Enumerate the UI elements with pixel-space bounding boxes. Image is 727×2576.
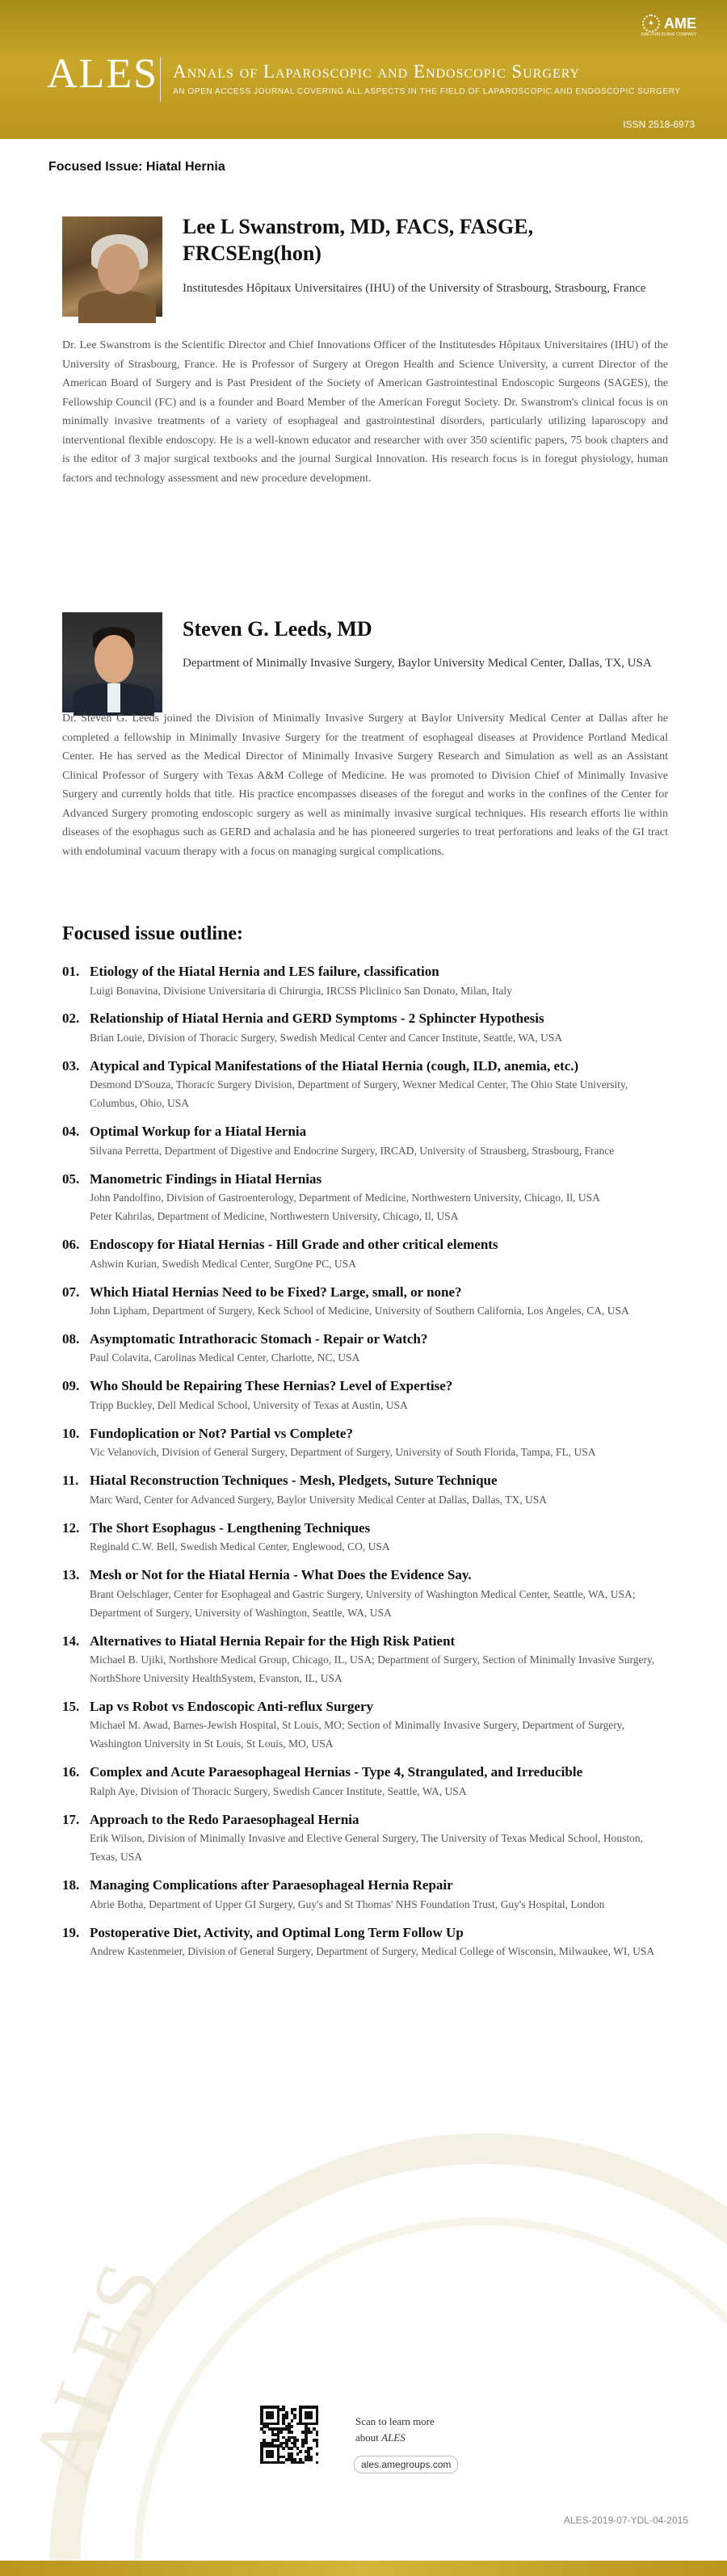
- outline-item-author: Luigi Bonavina, Divisione Universitaria di Chirurgia, IRCSS Pliclinico San Donato, Milan, Italy: [90, 984, 512, 997]
- outline-item-number: 13.: [62, 1567, 80, 1583]
- outline-item-number: 11.: [62, 1473, 79, 1489]
- outline-item-title: Relationship of Hiatal Hernia and GERD Symptoms - 2 Sphincter Hypothesis: [90, 1011, 544, 1027]
- outline-item-author: Brant Oelschlager, Center for Esophageal and Gastric Surgery, University of Washington Medical Center, Seattle, WA, USA; Department of Surgery, University of Washington, Seattle, WA, USA: [90, 1587, 636, 1619]
- qr-module: [279, 2431, 283, 2434]
- outline-item-number: 18.: [62, 1877, 80, 1893]
- header-divider: [160, 57, 161, 102]
- outline-item: [62, 1008, 668, 1047]
- outline-item: [62, 1121, 668, 1160]
- outline-item-title: Lap vs Robot vs Endoscopic Anti-reflux Surgery: [90, 1698, 374, 1714]
- editor-photo-leeds: [62, 612, 162, 712]
- journal-header: [0, 0, 727, 139]
- scan-journal-name: ALES: [381, 2431, 406, 2444]
- outline-item-author: Vic Velanovich, Division of General Surgery, Department of Surgery, University of South Florida, Tampa, FL, USA: [90, 1446, 596, 1459]
- outline-item: [62, 1631, 668, 1688]
- ame-logo-icon: ✦: [642, 15, 660, 32]
- journal-subtitle: AN OPEN ACCESS JOURNAL COVERING ALL ASPECTS IN THE FIELD OF LAPAROSCOPIC AND ENDOSCOPIC SURGERY: [173, 87, 681, 96]
- outline-item: [62, 1329, 668, 1368]
- outline-item: [62, 1376, 668, 1414]
- qr-module: [296, 2452, 300, 2456]
- qr-module: [316, 2461, 319, 2465]
- qr-module: [316, 2423, 319, 2426]
- qr-module: [301, 2461, 305, 2465]
- editor-bio: Dr. Steven G. Leeds joined the Division of Minimally Invasive Surgery at Baylor University Medical Center at Dallas after he completed a fellowship in Minimally Invasive Surgery for the treatment of esophageal diseases at Providence Portland Medical Center. He has served as the Medical Director of Minimally Invasive Surgery Research and Simulation as well as an Assistant Clinical Professor of Surgery with Texas A&M College of Medicine. He was promoted to Division Chief of Minimally Invasive Surgery and currently holds that title. His practice encompasses diseases of the foregut and works in the confines of the Center for Advanced Surgery promoting endoscopic surgery as well as minimally invasive surgical techniques. His research efforts lie within diseases of the esophagus such as GERD and achalasia and he has pioneered surgeries to treat perforations and leaks of the GI tract with endoluminal vacuum therapy with a focus on managing surgical complications.: [62, 712, 668, 858]
- qr-module: [310, 2431, 313, 2434]
- issn: ISSN 2518-6973: [623, 119, 695, 130]
- publisher-name: AME: [664, 15, 696, 32]
- outline-item: [62, 1923, 668, 1961]
- outline-item-number: 16.: [62, 1764, 80, 1780]
- editor-photo-swanstrom: [62, 216, 162, 317]
- outline-item-author: Marc Ward, Center for Advanced Surgery, Baylor University Medical Center at Dallas, Dallas, TX, USA: [90, 1493, 548, 1506]
- qr-module: [310, 2417, 313, 2420]
- outline-item-title: Postoperative Diet, Activity, and Optimal Long Term Follow Up: [90, 1924, 464, 1940]
- outline-item-number: 08.: [62, 1330, 80, 1347]
- outline-item-title: Manometric Findings in Hiatal Hernias: [90, 1170, 322, 1187]
- outline-heading: Focused issue outline:: [62, 923, 244, 944]
- outline-item-title: Managing Complications after Paraesophageal Hernia Repair: [90, 1877, 453, 1893]
- outline-list: [62, 961, 668, 1969]
- outline-item-number: 17.: [62, 1811, 80, 1827]
- qr-module: [316, 2433, 319, 2436]
- scan-line-1: Scan to learn more: [355, 2415, 435, 2427]
- outline-item-author: Abrie Botha, Department of Upper GI Surgery, Guy's and St Thomas' NHS Foundation Trust, Guy's Hospital, London: [90, 1897, 605, 1910]
- qr-module: [296, 2439, 300, 2442]
- journal-url-link[interactable]: ales.amegroups.com: [354, 2456, 458, 2473]
- qr-module: [293, 2408, 296, 2411]
- outline-item-author: Ralph Aye, Division of Thoracic Surgery, Swedish Cancer Institute, Seattle, WA, USA: [90, 1784, 467, 1797]
- qr-module: [293, 2417, 296, 2420]
- outline-item-title: Who Should be Repairing These Hernias? Level of Expertise?: [90, 1378, 453, 1394]
- outline-item: [62, 1470, 668, 1509]
- outline-item: [62, 1234, 668, 1273]
- outline-item-author: Silvana Perretta, Department of Digestive and Endocrine Surgery, IRCAD, University of Strausberg, Strasbourg, France: [90, 1144, 615, 1157]
- qr-module: [291, 2431, 294, 2434]
- outline-item-number: 09.: [62, 1378, 80, 1394]
- outline-item-author: John Pandolfino, Division of Gastroenterology, Department of Medicine, Northwestern University, Chicago, Il, USA: [90, 1191, 600, 1204]
- qr-module: [282, 2447, 285, 2450]
- outline-item: [62, 1169, 668, 1226]
- outline-item-title: Endoscopy for Hiatal Hernias - Hill Grade and other critical elements: [90, 1237, 498, 1253]
- qr-module: [316, 2444, 319, 2448]
- journal-seal-watermark: [11, 2003, 695, 2528]
- outline-item-title: Optimal Workup for a Hiatal Hernia: [90, 1124, 307, 1140]
- editor-bio: Dr. Lee Swanstrom is the Scientific Director and Chief Innovations Officer of the Institutesdes Hôpitaux Universitaires (IHU) of the University of Strasbourg, France. He is Professor of Surgery at Oregon Health and Science University, a current Director of the American Board of Surgery and is Past President of the Society of American Gastrointestinal Endoscopic Surgeons (SAGES), the Fellowship Council (FC) and is a founder and Board Member of the American Foregut Society. Dr. Swanstrom's clinical focus is on minimally invasive treatments of a variety of esophageal and gastrointestinal disorders, particularly utilizing laparoscopy and interventional flexible endoscopy. He is a well-known educator and researcher with over 350 scientific papers, 75 book chapters and is the editor of 3 major surgical textbooks and the journal Surgical Innovation. His research focus is in foregut physiology, human factors and technology assessment and new procedure development.: [62, 339, 668, 485]
- qr-module: [271, 2456, 275, 2459]
- scan-caption: [355, 2414, 435, 2446]
- outline-item-author: Peter Kahrilas, Department of Medicine, Northwestern University, Chicago, Il, USA: [90, 1210, 459, 1223]
- outline-item-title: Etiology of the Hiatal Hernia and LES failure, classification: [90, 964, 439, 979]
- qr-module: [291, 2425, 294, 2428]
- outline-item-author: Paul Colavita, Carolinas Medical Center, Charlotte, NC, USA: [90, 1351, 360, 1364]
- outline-item-title: Approach to the Redo Paraesophageal Hernia: [90, 1811, 359, 1827]
- outline-item: [62, 1056, 668, 1113]
- qr-module: [305, 2442, 308, 2445]
- qr-module: [271, 2417, 275, 2420]
- outline-item: [62, 1282, 668, 1321]
- qr-module: [301, 2444, 305, 2448]
- outline-item-title: Atypical and Typical Manifestations of the Hiatal Hernia (cough, ILD, anemia, etc.): [90, 1057, 579, 1074]
- outline-item-number: 14.: [62, 1633, 80, 1649]
- outline-item-author: Andrew Kastenmeier, Division of General Surgery, Department of Surgery, Medical College of Wisconsin, Milwaukee, WI, USA: [90, 1945, 655, 1957]
- editor-affiliation: Department of Minimally Invasive Surgery, Baylor University Medical Center, Dallas, TX, USA: [183, 657, 652, 670]
- outline-item-title: Fundoplication or Not? Partial vs Complete?: [90, 1425, 353, 1441]
- outline-item-title: Mesh or Not for the Hiatal Hernia - What Does the Evidence Say.: [90, 1567, 472, 1583]
- editor-name: Lee L Swanstrom, MD, FACS, FASGE, FRCSEng(hon): [183, 215, 534, 266]
- outline-item-author: Michael B. Ujiki, Northshore Medical Group, Chicago, IL, USA; Department of Surgery, Section of Minimally Invasive Surgery, NorthShore University HealthSystem, Evanston, IL, USA: [90, 1654, 655, 1684]
- outline-item-number: 15.: [62, 1698, 80, 1714]
- qr-code[interactable]: [260, 2406, 318, 2464]
- qr-module: [310, 2458, 313, 2461]
- document-code: ALES-2019-07-YDL-04-2015: [563, 2515, 688, 2526]
- outline-item: [62, 1875, 668, 1914]
- outline-item-author: Brian Louie, Division of Thoracic Surgery, Swedish Medical Center and Cancer Institute, Seattle, WA, USA: [90, 1031, 563, 1044]
- outline-item-author: Ashwin Kurian, Swedish Medical Center, SurgOne PC, USA: [90, 1257, 356, 1270]
- outline-item-number: 12.: [62, 1519, 80, 1536]
- outline-item-author: John Lipham, Department of Surgery, Keck School of Medicine, University of Southern California, Los Angeles, CA, USA: [90, 1305, 629, 1317]
- outline-item: [62, 1809, 668, 1867]
- outline-item-author: Tripp Buckley, Dell Medical School, University of Texas at Austin, USA: [90, 1398, 408, 1411]
- qr-module: [299, 2450, 302, 2453]
- editor-name: Steven G. Leeds, MD: [183, 617, 372, 641]
- outline-item-author: Reginald C.W. Bell, Swedish Medical Center, Englewood, CO, USA: [90, 1540, 390, 1553]
- scan-line-2-prefix: about: [355, 2431, 379, 2444]
- outline-item-number: 10.: [62, 1425, 80, 1441]
- qr-module: [291, 2447, 294, 2450]
- qr-module: [291, 2419, 294, 2423]
- outline-item-author: Michael M. Awad, Barnes-Jewish Hospital, St Louis, MO; Section of Minimally Invasive Surgery, Department of Surgery, Washington University in St Louis, St Louis, MO, USA: [90, 1719, 625, 1750]
- qr-module: [263, 2431, 266, 2434]
- outline-item-number: 02.: [62, 1011, 80, 1027]
- outline-item-number: 19.: [62, 1924, 80, 1940]
- outline-item-title: Alternatives to Hiatal Hernia Repair for the High Risk Patient: [90, 1633, 456, 1649]
- qr-module: [282, 2461, 285, 2465]
- outline-item-author: Desmond D'Souza, Thoracic Surgery Division, Department of Surgery, Wexner Medical Center, The Ohio State University, Columbus, Ohio, USA: [90, 1078, 628, 1110]
- outline-item: [62, 1696, 668, 1754]
- focused-issue-label: Focused Issue: Hiatal Hernia: [48, 160, 225, 174]
- journal-title: Annals of Laparoscopic and Endoscopic Surgery: [173, 61, 581, 82]
- footer-bar: [0, 2561, 727, 2576]
- outline-item: [62, 961, 668, 1000]
- outline-item-title: Which Hiatal Hernias Need to be Fixed? Large, small, or none?: [90, 1284, 462, 1300]
- outline-item-number: 03.: [62, 1057, 80, 1074]
- qr-module: [277, 2423, 280, 2426]
- qr-module: [310, 2447, 313, 2450]
- publisher-tagline: AME PUBLISHING COMPANY: [641, 32, 696, 37]
- outline-item-number: 06.: [62, 1237, 80, 1253]
- qr-module: [316, 2452, 319, 2456]
- watermark-text: ALES: [11, 2250, 180, 2493]
- journal-brand: ALES: [47, 51, 158, 97]
- outline-item-number: 05.: [62, 1170, 80, 1187]
- editor-affiliation: Institutesdes Hôpitaux Universitaires (IHU) of the University of Strasbourg, Strasbourg, France: [183, 282, 646, 295]
- outline-item: [62, 1565, 668, 1622]
- outline-item-title: The Short Esophagus - Lengthening Techniques: [90, 1519, 371, 1536]
- outline-item-author: Erik Wilson, Division of Minimally Invasive and Elective General Surgery, The University of Texas Medical School, Houston, Texas, USA: [90, 1832, 644, 1864]
- outline-item-number: 04.: [62, 1124, 80, 1140]
- outline-item-number: 01.: [62, 964, 80, 979]
- outline-item-title: Complex and Acute Paraesophageal Hernias - Type 4, Strangulated, and Irreducible: [90, 1764, 583, 1780]
- outline-item: [62, 1762, 668, 1801]
- outline-item-title: Hiatal Reconstruction Techniques - Mesh, Pledgets, Suture Technique: [90, 1473, 498, 1489]
- outline-item-title: Asymptomatic Intrathoracic Stomach - Repair or Watch?: [90, 1330, 428, 1347]
- outline-item: [62, 1423, 668, 1462]
- qr-module: [285, 2417, 288, 2420]
- outline-item: [62, 1518, 668, 1557]
- publisher-logo[interactable]: [641, 15, 696, 37]
- outline-item-number: 07.: [62, 1284, 80, 1300]
